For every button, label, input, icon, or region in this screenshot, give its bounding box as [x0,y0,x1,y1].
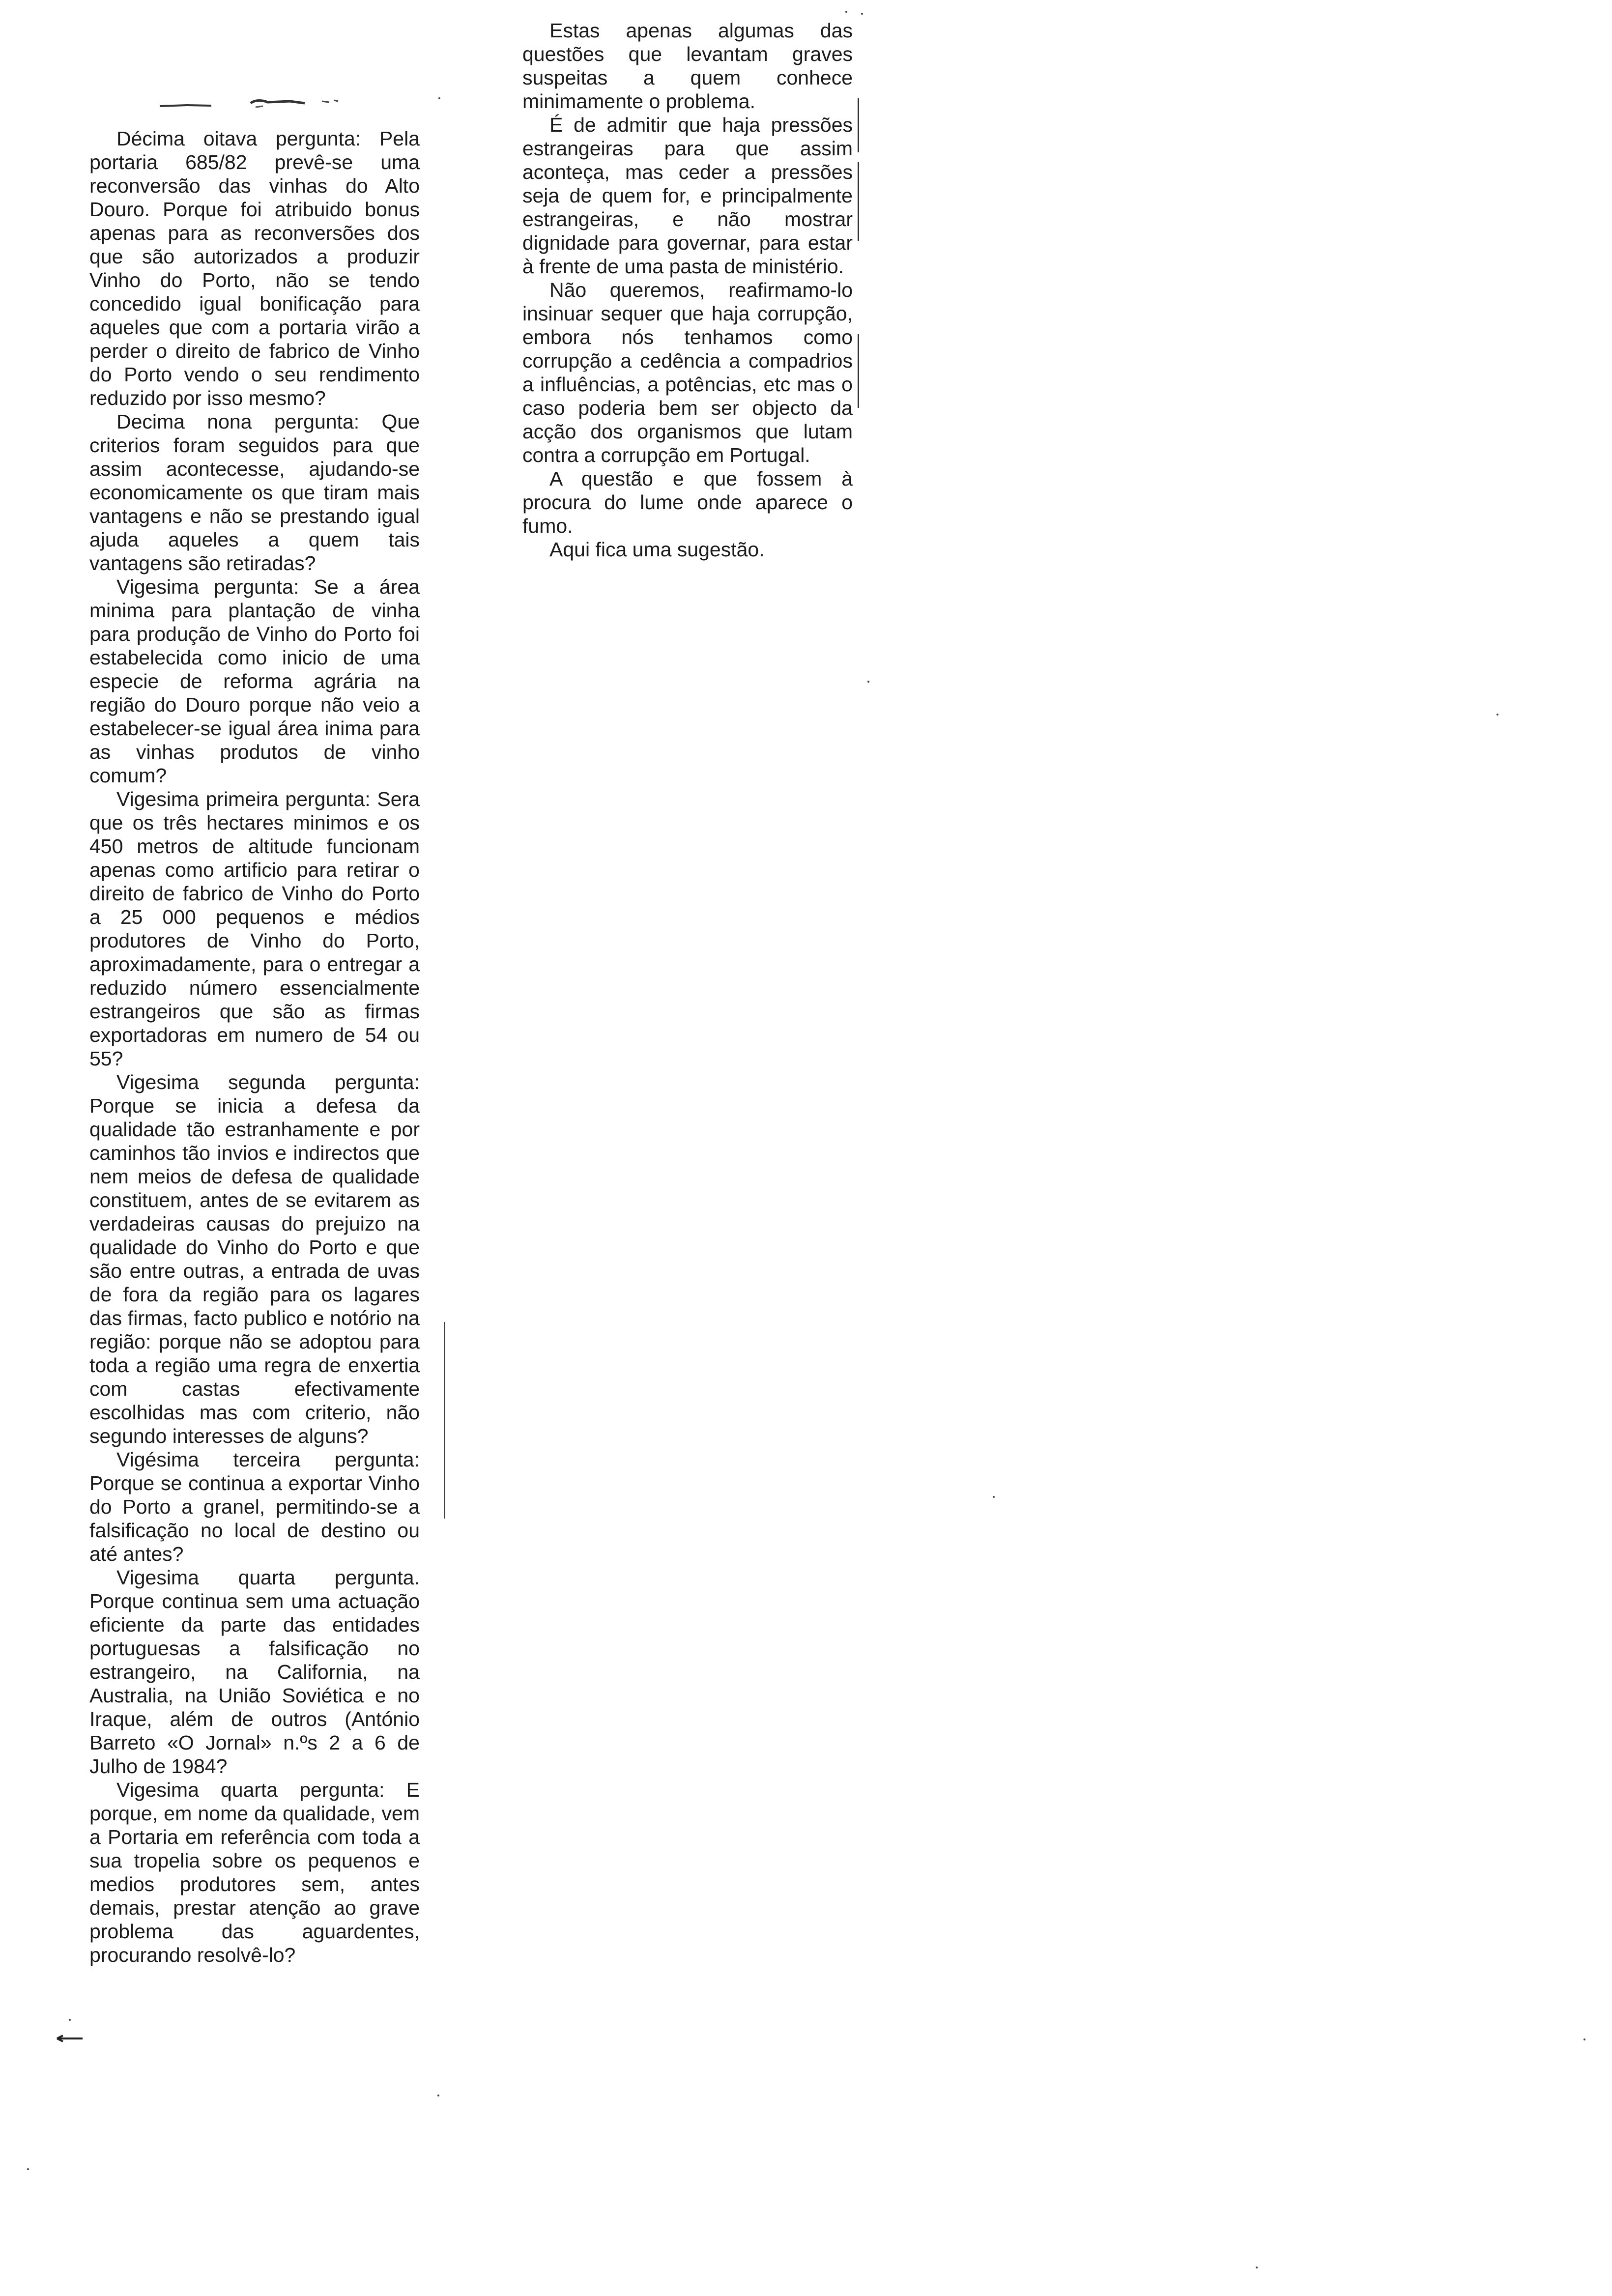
paragraph: Aqui fica uma sugestão. [549,538,765,561]
scan-speck [1256,2267,1258,2268]
paragraph: É de admitir que haja pressões estrangeiras para que assim aconteça, mas ceder a pressões seja de quem for, e principalmente estrangeiras, e não mostrar dignidade para governar, para estar à frente de uma pasta de ministério. [522,114,853,278]
scan-speck [993,1496,995,1498]
paragraph: Vigesima quarta pergunta. Porque continua sem uma actuação eficiente da parte das entidades portuguesas a falsificação no estrangeiro, na California, na Australia, na União Soviética e no Iraque, além de outros (António Barreto «O Jornal» n.ºs 2 a 6 de Julho de 1984? [89,1566,420,1778]
margin-arrow-mark [55,2034,85,2043]
scan-edge-line [858,162,859,241]
scan-speck [1583,2038,1585,2040]
scan-edge-line [858,334,859,408]
scan-speck [861,13,863,15]
paragraph: Vigésima terceira pergunta: Porque se continua a exportar Vinho do Porto a granel, permitindo-se a falsificação no local de destino ou até antes? [89,1448,420,1565]
paragraph: Décima oitava pergunta: Pela portaria 685/82 prevê-se uma reconversão das vinhas do Alto Douro. Porque foi atribuido bonus apenas para as reconversões dos que são autorizados a produzir Vinho do Porto, não se tendo concedido igual bonificação para aqueles que com a portaria virão a perder o direito de fabrico de Vinho do Porto vendo o seu rendimento reduzido por isso mesmo? [89,127,420,409]
scan-smudge-mark [157,94,354,111]
paragraph: Vigesima primeira pergunta: Sera que os três hectares minimos e os 450 metros de altitude funcionam apenas como artificio para retirar o direito de fabrico de Vinho do Porto a 25 000 pequenos e médios produtores de Vinho do Porto, aproximadamente, para o entregar a reduzido número essencialmente estrangeiros que são as firmas exportadoras em numero de 54 ou 55? [89,788,420,1070]
paragraph: Vigesima segunda pergunta: Porque se inicia a defesa da qualidade tão estranhamente e por caminhos tão invios e indirectos que nem meios de defesa de qualidade constituem, antes de se evitarem as verdadeiras causas do prejuizo na qualidade do Vinho do Porto e que são entre outras, a entrada de uvas de fora da região para os lagares das firmas, facto publico e notório na região: porque não se adoptou para toda a região uma regra de enxertia com castas efectivamente escolhidas mas com criterio, não segundo interesses de alguns? [89,1071,420,1447]
scan-speck [27,2168,29,2170]
scan-speck [867,681,869,683]
scan-speck [1497,714,1498,716]
article-right-column [522,19,853,561]
paragraph: A questão e que fossem à procura do lume onde aparece o fumo. [522,467,853,537]
scan-edge-line [444,1322,445,1519]
paragraph: Não queremos, reafirmamo-lo insinuar sequer que haja corrupção, embora nós tenhamos como corrupção a cedência a compadrios a influências, a potências, etc mas o caso poderia bem ser objecto da acção dos organismos que lutam contra a corrupção em Portugal. [522,279,853,466]
paragraph: Vigesima pergunta: Se a área minima para plantação de vinha para produção de Vinho do Porto foi estabelecida como inicio de uma especie de reforma agrária na região do Douro porque não veio a estabelecer-se igual área inima para as vinhas produtos de vinho comum? [89,575,420,787]
paragraph: Vigesima quarta pergunta: E porque, em nome da qualidade, vem a Portaria em referência com toda a sua tropelia sobre os pequenos e medios produtores sem, antes demais, prestar atenção ao grave problema das aguardentes, procurando resolvê-lo? [89,1779,420,1966]
paragraph: Decima nona pergunta: Que criterios foram seguidos para que assim acontecesse, ajudando-se economicamente os que tiram mais vantagens e não se prestando igual ajuda aqueles a quem tais vantagens são retiradas? [89,410,420,574]
scan-speck [438,97,440,99]
scan-speck [437,2095,439,2096]
scan-speck [845,11,847,13]
paragraph: Estas apenas algumas das questões que levantam graves suspeitas a quem conhece minimamente o problema. [522,19,853,113]
article-left-column [89,127,420,1967]
scan-edge-line [858,98,859,152]
scan-speck [69,2019,71,2021]
